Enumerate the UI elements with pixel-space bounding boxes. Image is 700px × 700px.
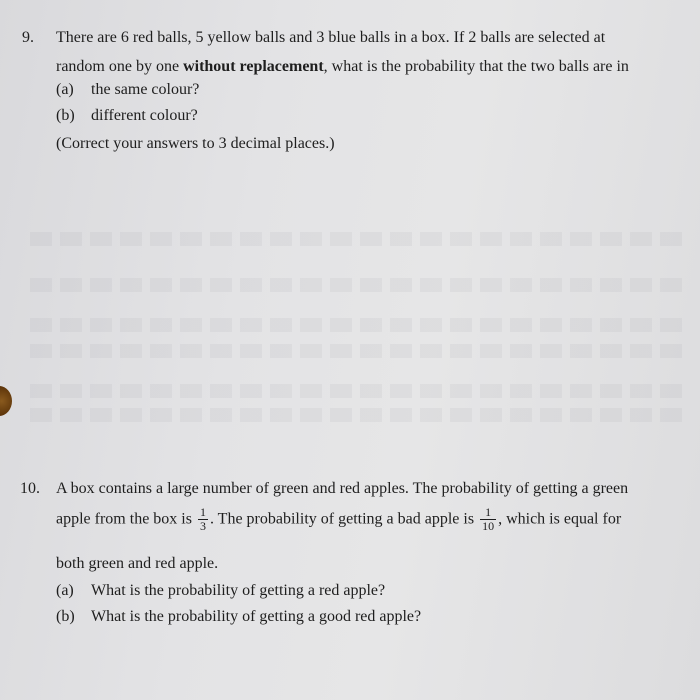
part-b-label: (b)	[56, 608, 75, 625]
question-text-line	[56, 506, 621, 533]
part-a-label: (a)	[56, 582, 74, 599]
show-through-text	[30, 408, 690, 422]
text-fragment: apple from the box is	[56, 510, 192, 528]
fraction-one-tenth	[480, 506, 496, 533]
show-through-text	[30, 344, 690, 358]
question-text-line	[56, 59, 629, 75]
question-text-line: There are 6 red balls, 5 yellow balls and 3 blue balls in a box. If 2 balls are selected at	[56, 29, 606, 46]
text-fragment: . The probability of getting a bad apple is	[209, 510, 475, 528]
show-through-text	[30, 318, 690, 332]
fraction-one-third	[198, 506, 208, 533]
fraction-denominator: 10	[482, 519, 495, 534]
part-a-label: (a)	[56, 81, 74, 98]
text-fragment: random one by one	[56, 58, 184, 75]
question-text-line: both green and red apple.	[56, 555, 219, 572]
fraction-numerator: 1	[480, 506, 496, 520]
part-a-text: What is the probability of getting a red apple?	[91, 582, 386, 599]
text-fragment: , what is the probability that the two balls are in	[323, 58, 629, 75]
fraction-numerator: 1	[199, 505, 206, 519]
part-b-label: (b)	[56, 107, 75, 124]
answer-note: (Correct your answers to 3 decimal places.)	[56, 135, 335, 152]
question-text-line: A box contains a large number of green and red apples. The probability of getting a green	[56, 480, 629, 497]
question-number: 10.	[20, 480, 40, 497]
part-b-text: What is the probability of getting a good red apple?	[91, 608, 422, 625]
part-b-text: different colour?	[91, 107, 198, 124]
fraction-denominator: 3	[199, 519, 206, 534]
show-through-text	[30, 232, 690, 246]
punch-hole	[0, 386, 12, 416]
question-number: 9.	[22, 29, 34, 46]
show-through-text	[30, 384, 690, 398]
part-a-text: the same colour?	[91, 81, 200, 98]
text-fragment: , which is equal for	[498, 510, 622, 528]
emphasis-text: without replacement	[183, 58, 324, 75]
show-through-text	[30, 278, 690, 292]
